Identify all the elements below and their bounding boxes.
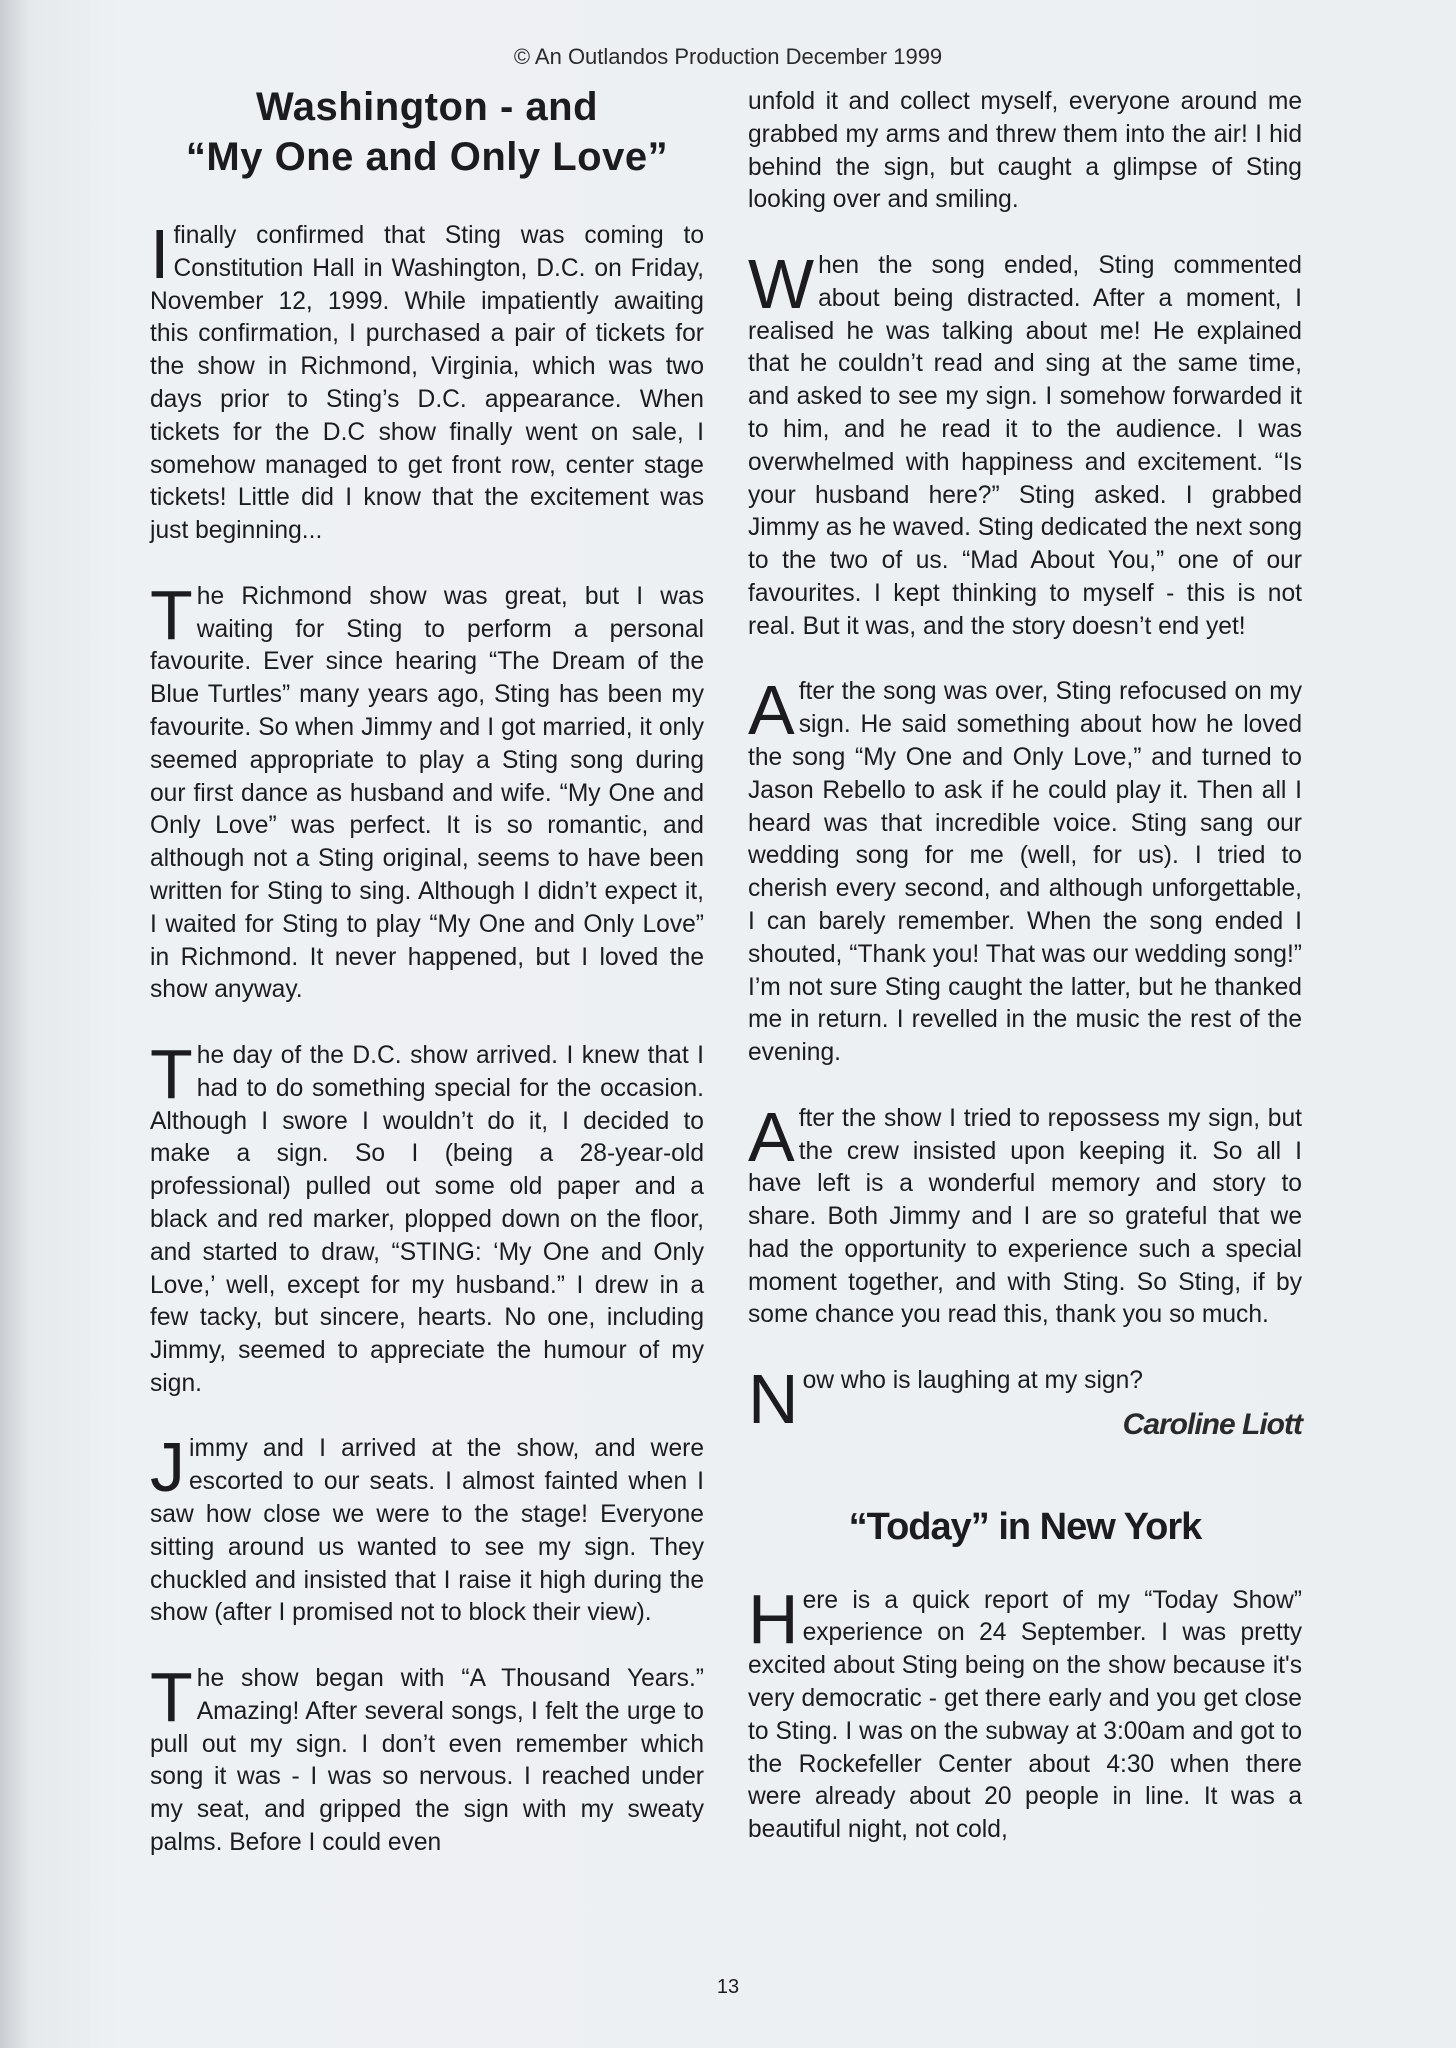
- drop-cap: T: [150, 575, 193, 654]
- paragraph-continuation: [748, 86, 1302, 217]
- paragraph-text: ere is a quick report of my “Today Show” experience on 24 September. I was pretty excited about Sting being on the show because it's very democratic - get there early and you get close to Sting. I was on the subway at 3:00am and got to the Rockefeller Center about 4:30 when there were already about 20 people in line. It was a beautiful night, not cold,: [748, 1586, 1302, 1844]
- drop-cap: J: [150, 1428, 185, 1507]
- drop-cap: T: [150, 1034, 193, 1113]
- drop-cap: A: [748, 1097, 795, 1176]
- paragraph-text: he day of the D.C. show arrived. I knew that I had to do something special for the occasion. Although I swore I wouldn’t do it, I decided to make a sign. So I (being a 28-year-old professional) pulled out some old paper and a black and red marker, plopped down on the floor, and started to draw, “STING: ‘My One and Only Love,’ well, except for my husband.” I drew in a few tacky, but sincere, hearts. No one, including Jimmy, seemed to appreciate the humour of my sign.: [150, 1041, 704, 1397]
- left-column: [150, 82, 704, 1893]
- paragraph-text: he show began with “A Thousand Years.” Amazing! After several songs, I felt the urge to pull out my sign. I don’t even remember which song it was - I was so nervous. I reached under my seat, and gripped the sign with my sweaty palms. Before I could even: [150, 1665, 704, 1857]
- section-title: “Today” in New York: [848, 1505, 1202, 1548]
- paragraph: [150, 1658, 704, 1860]
- paragraph-text: fter the song was over, Sting refocused on my sign. He said something about how he loved the song “My One and Only Love,” and turned to Jason Rebello to ask if he could play it. Then all I heard was that incredible voice. Sting sang our wedding song for me (well, for us). I tried to cherish every second, and although unforgettable, I can barely remember. When the song ended I shouted, “Thank you! That was our wedding song!” I’m not sure Sting caught the latter, but he thanked me in return. I revelled in the music the rest of the evening.: [748, 678, 1302, 1067]
- paragraph-text: fter the show I tried to repossess my sign, but the crew insisted upon keeping it. So all I have left is a wonderful memory and story to share. Both Jimmy and I are so grateful that we had the opportunity to experience such a special moment together, and with Sting. So Sting, if by some chance you read this, thank you so much.: [748, 1104, 1302, 1329]
- paragraph-text: hen the song ended, Sting commented about being distracted. After a moment, I realised he was talking about me! He explained that he couldn’t read and sing at the same time, and asked to see my sign. I somehow forwarded it to him, and he read it to the audience. I was overwhelmed with happiness and excitement. “Is your husband here?” Sting asked. I grabbed Jimmy as he waved. Sting dedicated the next song to the two of us. “Mad About You,” one of our favourites. I kept thinking to myself - this is not real. But it was, and the story doesn’t end yet!: [748, 251, 1302, 640]
- author-signature: Caroline Liott: [1122, 1407, 1302, 1441]
- drop-cap: H: [748, 1579, 799, 1658]
- page-number: 13: [716, 1976, 740, 1998]
- drop-cap: T: [150, 1658, 193, 1737]
- right-column: [748, 86, 1302, 1880]
- drop-cap: N: [748, 1360, 799, 1439]
- paragraph: [748, 244, 1302, 644]
- drop-cap: A: [748, 671, 795, 750]
- drop-cap: I: [150, 215, 170, 293]
- drop-cap: W: [748, 244, 815, 323]
- paragraph: [748, 1579, 1302, 1847]
- article-title: [150, 82, 704, 182]
- copyright-header: © An Outlandos Production December 1999: [513, 44, 943, 69]
- article-title-line1: Washington - and: [255, 85, 599, 129]
- paragraph-text: he Richmond show was great, but I was waiting for Sting to perform a personal favourite. Ever since hearing “The Dream of the Blue Turtles” many years ago, Sting has been my favourite. So when Jimmy and I got married, it only seemed appropriate to play a Sting song during our first dance as husband and wife. “My One and Only Love” was perfect. It is so romantic, and although not a Sting original, seems to have been written for Sting to sing. Although I didn’t expect it, I waited for Sting to play “My One and Only Love” in Richmond. It never happened, but I loved the show anyway.: [150, 582, 704, 1004]
- paragraph: [150, 1034, 704, 1401]
- paragraph: [150, 215, 704, 548]
- paragraph: [748, 671, 1302, 1070]
- paragraph-text: unfold it and collect myself, everyone around me grabbed my arms and threw them into the air! I hid behind the sign, but caught a glimpse of Sting looking over and smiling.: [748, 88, 1302, 214]
- paragraph-text: ow who is laughing at my sign?: [802, 1367, 1143, 1395]
- paragraph-text: finally confirmed that Sting was coming to Constitution Hall in Washington, D.C. on Friday, November 12, 1999. While impatiently awaiting this confirmation, I purchased a pair of tickets for the show in Richmond, Virginia, which was two days prior to Sting’s D.C. appearance. When tickets for the D.C show finally went on sale, I somehow managed to get front row, center stage tickets! Little did I know that the excitement was just beginning...: [150, 222, 704, 545]
- paragraph: [150, 575, 704, 1007]
- article-title-line2: “My One and Only Love”: [185, 135, 669, 179]
- paragraph: [748, 1097, 1302, 1333]
- paragraph: [150, 1428, 704, 1630]
- paragraph-text: immy and I arrived at the show, and were escorted to our seats. I almost fainted when I saw how close we were to the stage! Everyone sitting around us wanted to see my sign. They chuckled and insisted that I raise it high during the show (after I promised not to block their view).: [150, 1435, 704, 1627]
